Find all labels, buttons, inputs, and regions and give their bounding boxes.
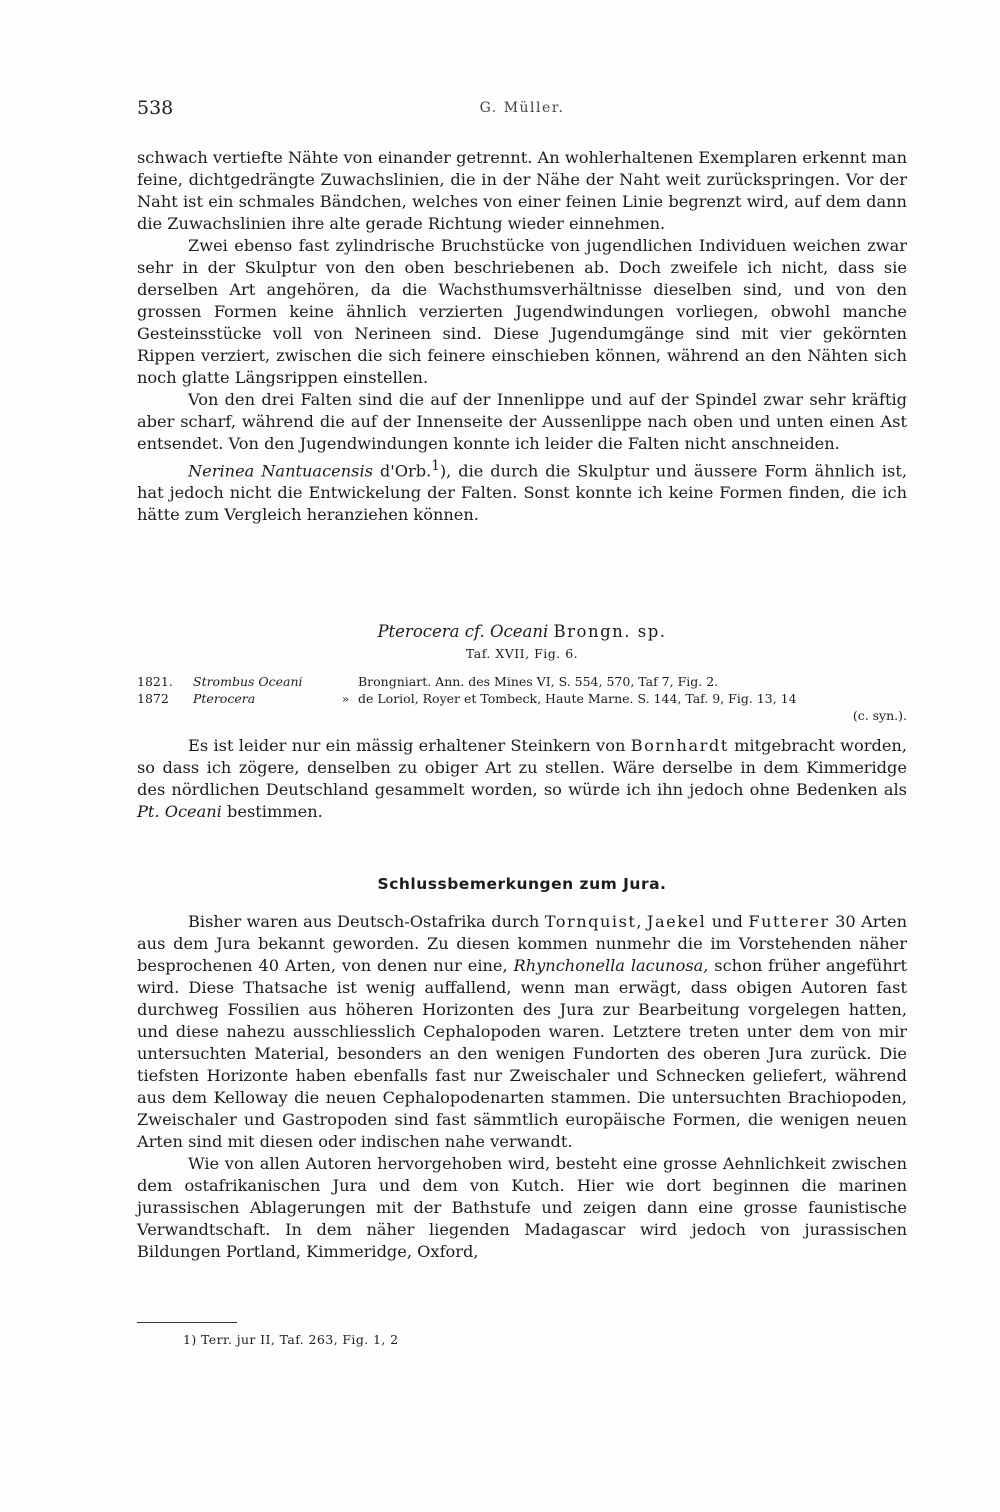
page-number: 538	[137, 97, 174, 119]
person-name: Futterer	[748, 912, 830, 931]
species-name: Rhynchonella lacunosa,	[513, 956, 709, 975]
footnote-ref: 1	[431, 458, 440, 474]
species-name: Pt. Oceani	[137, 802, 222, 821]
synonymy-reference: de Loriol, Royer et Tombeck, Haute Marne. S. 144, Taf. 9, Fig. 13, 14	[358, 691, 797, 706]
synonymy-ditto: »	[341, 691, 350, 706]
species-heading-name: Pterocera cf. Oceani	[377, 622, 549, 641]
paragraph-text: schon früher angeführt wird. Diese Thatsache ist wenig auffallend, wenn man erwägt, dass obigen Autoren fast durchweg Fossilien aus höheren Horizonten des Jura zur Bearbeitung vorgelegen hatten, und diese nahezu ausschliesslich Cephalopoden waren. Letztere treten unter dem von mir untersuchten Material, besonders an den wenigen Fundorten des oberen Jura zurück. Die tiefsten Horizonte haben ebenfalls fast nur Zweischaler und Schnecken geliefert, während aus dem Kelloway die neuen Cephalopodenarten stammen. Die untersuchten Brachiopoden, Zweischaler und Gastropoden sind fast sämmtlich europäische Formen, die wenigen neuen Arten sind mit diesen oder indischen nahe verwandt.	[137, 956, 907, 1151]
synonymy-continuation: (c. syn.).	[852, 708, 907, 723]
paragraph-text: mitgebracht worden, so dass ich zögere, denselben zu obiger Art zu stellen. Wäre derselbe in dem Kimmeridge des nördlichen Deutschland gesammelt worden, so würde ich ihn jedoch ohne Bedenken als	[137, 736, 907, 799]
paragraph-text: und	[711, 912, 743, 931]
species-name: Nerinea Nantuacensis	[188, 461, 373, 481]
footnote	[183, 1332, 398, 1347]
paragraph: Von den drei Falten sind die auf der Innenlippe und auf der Spindel zwar sehr kräftig aber scharf, während die auf der Innenseite der Aussenlippe nach oben und unten einen Ast entsendet. Von den Jugendwindungen konnte ich leider die Falten nicht anschneiden.	[137, 390, 907, 453]
page-header	[137, 97, 907, 127]
synonymy-entry	[137, 673, 907, 690]
paragraph-text: 30 Arten aus dem Jura bekannt geworden. Zu diesen kommen nunmehr die im Vorstehenden näher besprochenen 40 Arten, von denen nur eine,	[137, 912, 908, 975]
species-heading-author: Brongn. sp.	[553, 622, 667, 641]
text-block-conclusions	[137, 911, 907, 1263]
paragraph: schwach vertiefte Nähte von einander getrennt. An wohlerhaltenen Exemplaren erkennt man feine, dichtgedrängte Zuwachslinien, die in der Nähe der Naht weit zurückspringen. Vor der Naht ist ein schmales Bändchen, welches von einer feinen Linie begrenzt wird, auf dem dann die Zuwachslinien ihre alte gerade Richtung wieder einnehmen.	[137, 148, 907, 233]
footnote-marker: 1)	[183, 1332, 197, 1347]
synonymy-year: 1821.	[137, 674, 173, 689]
person-name: Bornhardt	[630, 736, 729, 755]
paragraph-text: Es ist leider nur ein mässig erhaltener Steinkern von	[188, 736, 626, 755]
footnote-divider	[137, 1322, 237, 1323]
plate-reference: Taf. XVII, Fig. 6.	[465, 646, 579, 661]
text-block-pterocera	[137, 735, 907, 823]
running-head: G. Müller.	[479, 100, 565, 116]
text-block-nerinea	[137, 147, 907, 526]
synonymy-entry	[137, 690, 907, 707]
paragraph	[137, 735, 907, 823]
section-title: Schlussbemerkungen zum Jura.	[377, 875, 667, 893]
species-heading	[137, 622, 907, 641]
synonymy-reference: Brongniart. Ann. des Mines VI, S. 554, 570, Taf 7, Fig. 2.	[358, 674, 719, 689]
paragraph-text: ), die durch die Skulptur und äussere Form ähnlich ist, hat jedoch nicht die Entwickelung der Falten. Sonst konnte ich keine Formen finden, die ich hätte zum Vergleich heranziehen können.	[137, 461, 907, 525]
synonymy-ditto	[333, 673, 358, 690]
paragraph: Zwei ebenso fast zylindrische Bruchstücke von jugendlichen Individuen weichen zwar sehr in der Skulptur von den oben beschriebenen ab. Doch zweifele ich nicht, dass sie derselben Art angehören, da die Wachsthumsverhältnisse dieselben sind, und von den grossen Formen keine ähnlich verzierten Jugendwindungen vorliegen, obwohl manche Gesteinsstücke voll von Nerineen sind. Diese Jugendumgänge sind mit vier gekörnten Rippen verziert, zwischen die sich feinere einschieben können, während an den Nähten sich noch glatte Längsrippen einstellen.	[137, 236, 907, 387]
paragraph: Wie von allen Autoren hervorgehoben wird, besteht eine grosse Aehnlichkeit zwischen dem ostafrikanischen Jura und dem von Kutch. Hier wie dort beginnen die marinen jurassischen Ablagerungen mit der Bathstufe und zeigen dann eine grosse faunistische Verwandtschaft. In dem näher liegenden Madagascar wird jedoch von jurassischen Bildungen Portland, Kimmeridge, Oxford,	[137, 1154, 907, 1261]
synonymy-name: Pterocera	[193, 691, 256, 706]
paragraph: Bisher waren aus Deutsch-Ostafrika durch Tornquist, Jaekel und Futterer 30 Arten aus dem Jura bekannt geworden. Zu diesen kommen nunmehr die im Vorstehenden näher besprochenen 40 Arten, von denen nur eine, Rhynchonella lacunosa, schon früher angeführt wird. Diese Thatsache ist wenig auffallend, wenn man erwägt, dass obigen Autoren fast durchweg Fossilien aus höheren Horizonten des Jura zur Bearbeitung vorgelegen hatten, und diese nahezu ausschliesslich Cephalopoden waren. Letztere treten unter dem von mir untersuchten Material, besonders an den wenigen Fundorten des oberen Jura zurück. Die tiefsten Horizonte haben ebenfalls fast nur Zweischaler und Schnecken geliefert, während aus dem Kelloway die neuen Cephalopodenarten stammen. Die untersuchten Brachiopoden, Zweischaler und Gastropoden sind fast sämmtlich europäische Formen, die wenigen neuen Arten sind mit diesen oder indischen nahe verwandt.	[137, 912, 908, 1151]
paragraph-text: Bisher waren aus Deutsch-Ostafrika durch	[188, 912, 540, 931]
synonymy-year: 1872	[137, 691, 169, 706]
person-name: Tornquist	[544, 912, 637, 931]
synonymy-list	[137, 673, 907, 724]
author-name: d'Orb.	[379, 461, 432, 481]
synonymy-name: Strombus Oceani	[193, 674, 303, 689]
paragraph-text: bestimmen.	[227, 802, 323, 821]
paragraph	[137, 455, 907, 526]
footnote-text: Terr. jur II, Taf. 263, Fig. 1, 2	[201, 1332, 399, 1347]
person-name: Jaekel	[646, 912, 707, 931]
